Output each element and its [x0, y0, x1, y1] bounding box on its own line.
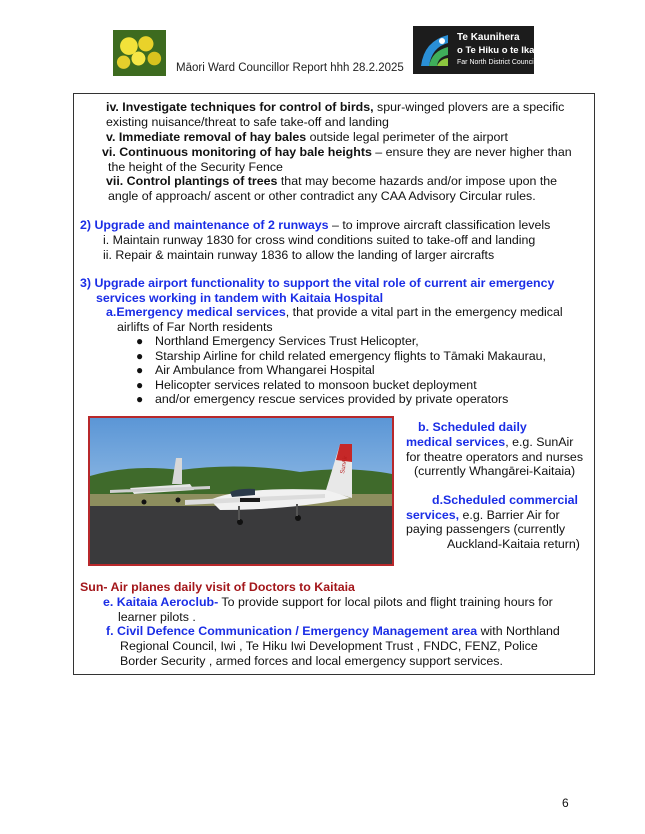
item-f-cont-2: Border Security , armed forces and local emergency support services.	[120, 654, 503, 668]
item-b-line4: (currently Whangārei-Kaitaia)	[414, 464, 576, 478]
bullet-dot: ●	[136, 349, 144, 363]
sunair-planes-photo	[88, 416, 394, 566]
section-3-heading: 3) Upgrade airport functionality to support the vital role of current air emergency	[80, 276, 555, 290]
item-d-line4: Auckland-Kaitaia return)	[447, 537, 580, 551]
report-title: Māori Ward Councillor Report hhh 28.2.2025	[176, 62, 404, 74]
item-a-cont: airlifts of Far North residents	[117, 320, 273, 334]
item-b-line2: medical services, e.g. SunAir	[406, 435, 574, 449]
item-a: a.Emergency medical services, that provide a vital part in the emergency medical	[106, 305, 563, 319]
logo-line-1: Te Kaunihera	[457, 32, 520, 43]
fndc-logo	[413, 26, 534, 74]
logo-line-3: Far North District Council	[457, 59, 536, 66]
item-d-line2: services, e.g. Barrier Air for	[406, 508, 560, 522]
tail-text: SunAir	[340, 455, 350, 475]
item-vii: vii. Control plantings of trees that may become hazards and/or impose upon the	[106, 174, 558, 188]
item-d-line3: paying passengers (currently	[406, 522, 566, 536]
section-2-item-i: i. Maintain runway 1830 for cross wind conditions suited to take-off and landing	[103, 233, 536, 247]
item-d-heading: d.Scheduled commercial	[432, 493, 578, 507]
item-vii-cont: angle of approach/ ascent or other contradict any CAA Advisory Circular rules.	[108, 189, 536, 203]
item-iv: iv. Investigate techniques for control of birds, spur-winged plovers are a specific	[106, 100, 565, 114]
bullet-item: Air Ambulance from Whangarei Hospital	[155, 363, 375, 377]
bullet-dot: ●	[136, 392, 144, 406]
aircraft-illustration	[90, 418, 392, 564]
section-3-heading-cont: services working in tandem with Kaitaia Hospital	[96, 291, 384, 305]
item-vi-cont: the height of the Security Fence	[108, 160, 283, 174]
kowhai-flower-image	[113, 30, 166, 76]
photo-caption: Sun- Air planes daily visit of Doctors to Kaitaia	[80, 580, 355, 594]
item-iv-cont: existing nuisance/threat to safe take-off and landing	[106, 115, 389, 129]
item-b-heading: b. Scheduled daily	[418, 420, 527, 434]
item-vi: vi. Continuous monitoring of hay bale heights – ensure they are never higher than	[102, 145, 572, 159]
section-2-heading: 2) Upgrade and maintenance of 2 runways – to improve aircraft classification levels	[80, 218, 551, 232]
section-2-item-ii: ii. Repair & maintain runway 1836 to allow the landing of larger aircrafts	[103, 248, 495, 262]
bullet-item: Helicopter services related to monsoon bucket deployment	[155, 378, 477, 392]
page-number: 6	[562, 796, 569, 810]
bullet-dot: ●	[136, 378, 144, 392]
fndc-logo-mark-icon	[418, 31, 452, 69]
item-e-cont: learner pilots .	[118, 610, 196, 624]
bullet-item: Starship Airline for child related emergency flights to Tāmaki Makaurau,	[155, 349, 546, 363]
item-v: v. Immediate removal of hay bales outside legal perimeter of the airport	[106, 130, 508, 144]
item-e: e. Kaitaia Aeroclub- To provide support for local pilots and flight training hours for	[103, 595, 553, 609]
bullet-dot: ●	[136, 363, 144, 377]
bullet-dot: ●	[136, 334, 144, 348]
bullet-item: and/or emergency rescue services provided by private operators	[155, 392, 509, 406]
item-f-cont-1: Regional Council, Iwi , Te Hiku Iwi Development Trust , FNDC, FENZ, Police	[120, 639, 538, 653]
item-f: f. Civil Defence Communication / Emergency Management area with Northland	[106, 624, 560, 638]
bullet-item: Northland Emergency Services Trust Helicopter,	[155, 334, 419, 348]
item-b-line3: for theatre operators and nurses	[406, 450, 584, 464]
logo-line-2: o Te Hiku o te Ika	[457, 45, 535, 56]
